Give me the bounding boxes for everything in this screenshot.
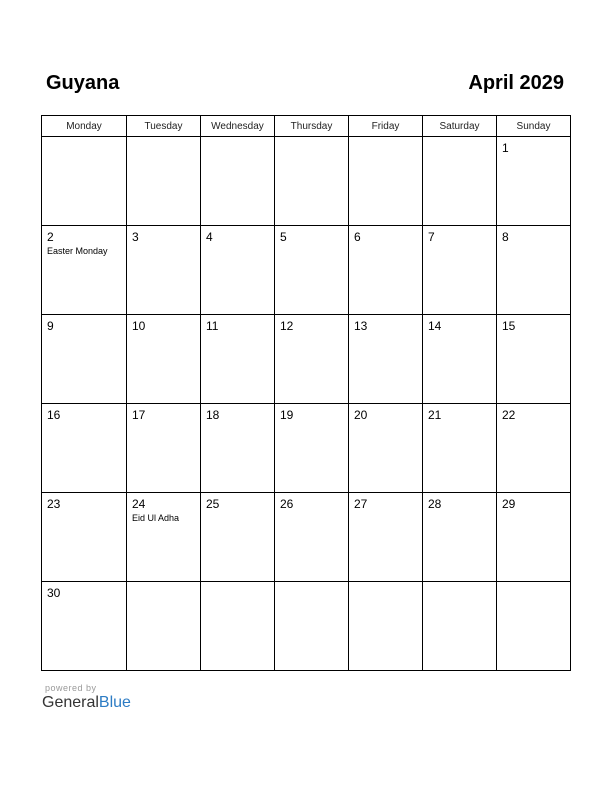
day-cell (127, 226, 201, 315)
holiday-label: Easter Monday (47, 246, 108, 256)
day-cell (201, 493, 275, 582)
weekday-friday: Friday (349, 116, 423, 137)
day-number: 26 (280, 497, 294, 511)
day-cell (201, 404, 275, 493)
day-cell (127, 315, 201, 404)
day-number: 20 (354, 408, 368, 422)
day-number: 2 (47, 230, 54, 244)
day-number: 22 (502, 408, 516, 422)
day-cell (275, 582, 349, 671)
day-cell (349, 315, 423, 404)
day-cell (275, 137, 349, 226)
day-cell (201, 226, 275, 315)
day-cell (349, 493, 423, 582)
day-number: 7 (428, 230, 435, 244)
day-cell (42, 226, 127, 315)
day-cell (42, 493, 127, 582)
week-row (42, 226, 571, 315)
day-cell (497, 493, 571, 582)
logo-general-text: General (42, 694, 99, 711)
day-number: 3 (132, 230, 139, 244)
day-number: 23 (47, 497, 61, 511)
day-number: 4 (206, 230, 213, 244)
day-cell (201, 582, 275, 671)
day-number: 16 (47, 408, 61, 422)
day-number: 19 (280, 408, 294, 422)
day-cell (275, 404, 349, 493)
day-number: 15 (502, 319, 516, 333)
day-number: 6 (354, 230, 361, 244)
day-cell (127, 493, 201, 582)
day-cell (127, 404, 201, 493)
day-cell (423, 493, 497, 582)
week-row (42, 582, 571, 671)
day-number: 27 (354, 497, 368, 511)
day-number: 14 (428, 319, 442, 333)
day-cell (201, 137, 275, 226)
week-row (42, 315, 571, 404)
country-title: Guyana (46, 72, 120, 94)
day-number: 10 (132, 319, 146, 333)
weekday-sunday: Sunday (497, 116, 571, 137)
day-cell (423, 582, 497, 671)
day-number: 24 (132, 497, 146, 511)
weekday-thursday: Thursday (275, 116, 349, 137)
day-cell (349, 137, 423, 226)
day-number: 29 (502, 497, 516, 511)
day-cell (423, 226, 497, 315)
day-number: 12 (280, 319, 294, 333)
day-number: 13 (354, 319, 368, 333)
day-number: 8 (502, 230, 509, 244)
day-cell (127, 137, 201, 226)
generalblue-logo[interactable] (42, 694, 131, 712)
day-cell (423, 137, 497, 226)
holiday-label: Eid Ul Adha (132, 513, 180, 523)
day-cell (497, 137, 571, 226)
day-cell (497, 404, 571, 493)
month-title: April 2029 (468, 72, 564, 94)
day-cell (497, 226, 571, 315)
day-cell (423, 315, 497, 404)
day-cell (275, 315, 349, 404)
day-number: 17 (132, 408, 146, 422)
weekday-monday: Monday (42, 116, 127, 137)
day-number: 9 (47, 319, 54, 333)
weekday-header-row (42, 116, 571, 137)
week-row (42, 137, 571, 226)
day-cell (42, 582, 127, 671)
weekday-saturday: Saturday (423, 116, 497, 137)
day-cell (201, 315, 275, 404)
weekday-tuesday: Tuesday (127, 116, 201, 137)
day-cell (497, 315, 571, 404)
day-cell (349, 404, 423, 493)
day-cell (127, 582, 201, 671)
powered-by-text: powered by (45, 683, 97, 693)
week-row (42, 404, 571, 493)
day-cell (42, 404, 127, 493)
day-cell (275, 493, 349, 582)
day-cell (42, 137, 127, 226)
day-number: 21 (428, 408, 442, 422)
day-number: 25 (206, 497, 220, 511)
day-cell (349, 226, 423, 315)
calendar-grid (41, 115, 571, 671)
weekday-wednesday: Wednesday (201, 116, 275, 137)
day-number: 30 (47, 586, 61, 600)
day-number: 1 (502, 141, 509, 155)
day-cell (423, 404, 497, 493)
day-number: 5 (280, 230, 287, 244)
day-number: 18 (206, 408, 220, 422)
day-cell (42, 315, 127, 404)
day-cell (497, 582, 571, 671)
day-number: 28 (428, 497, 442, 511)
week-row (42, 493, 571, 582)
day-cell (275, 226, 349, 315)
logo-blue-text: Blue (98, 694, 131, 711)
day-cell (349, 582, 423, 671)
day-number: 11 (206, 319, 219, 333)
